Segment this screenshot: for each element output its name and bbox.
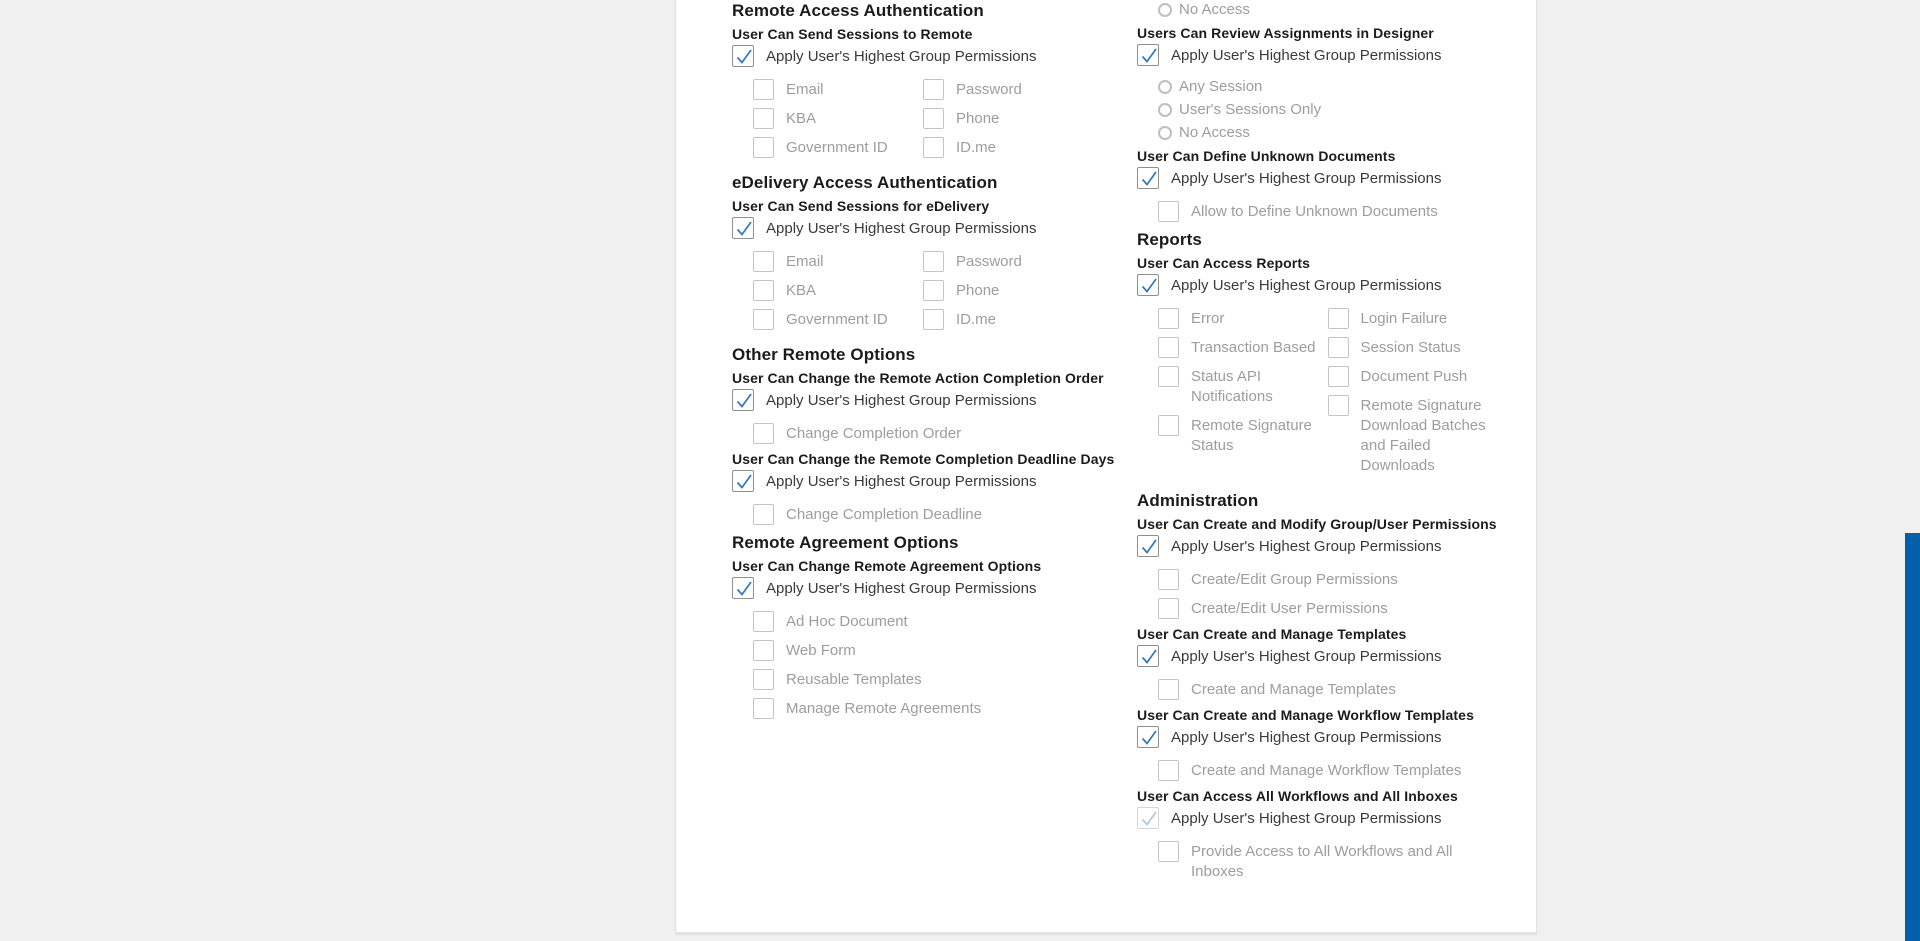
checkbox-option-row (1328, 337, 1527, 358)
section-remote-agreement-options (732, 533, 1132, 719)
group-user-can-change-remote-agreement-options (732, 559, 1132, 719)
checkbox-session-status[interactable] (1328, 337, 1349, 358)
apply-highest-group-permissions-checkbox[interactable] (732, 470, 754, 492)
checkbox-label: Apply User's Highest Group Permissions (1171, 537, 1442, 555)
apply-row (1137, 535, 1527, 557)
radio-option-row (1158, 78, 1527, 96)
section-administration (1137, 491, 1527, 882)
checkbox-remote-signature-download-batches-and-failed-downloads[interactable] (1328, 395, 1349, 416)
checkbox-option-row (923, 309, 1123, 330)
checkbox-kba[interactable] (753, 280, 774, 301)
checkbox-option-row (753, 309, 923, 330)
checkmark-icon (733, 390, 755, 412)
checkbox-label: Allow to Define Unknown Documents (1191, 203, 1438, 220)
checkbox-label: Apply User's Highest Group Permissions (1171, 647, 1442, 665)
checkbox-phone[interactable] (923, 280, 944, 301)
checkbox-create-edit-user-permissions[interactable] (1158, 598, 1179, 619)
checkbox-option-row (1158, 679, 1527, 700)
group-user-can-access-reports (1137, 256, 1527, 484)
options-subcolumn (753, 79, 923, 166)
apply-highest-group-permissions-checkbox[interactable] (1137, 726, 1159, 748)
group-title: User Can Create and Modify Group/User Permissions (1137, 516, 1497, 532)
checkbox-option-row (1328, 395, 1527, 476)
checkbox-id-me[interactable] (923, 137, 944, 158)
checkmark-icon (1138, 168, 1160, 190)
options-group (1158, 1, 1527, 19)
checkbox-government-id[interactable] (753, 137, 774, 158)
radio-label: No Access (1179, 1, 1250, 18)
group-title: User Can Change Remote Agreement Options (732, 558, 1042, 574)
apply-highest-group-permissions-checkbox[interactable] (732, 389, 754, 411)
checkbox-option-row (753, 280, 923, 301)
checkbox-label: Transaction Based (1191, 339, 1316, 356)
apply-row (732, 577, 1132, 599)
group-user-can-create-and-manage-workflow-templates (1137, 708, 1527, 781)
radio-no-access[interactable] (1158, 3, 1172, 17)
checkbox-label: Government ID (786, 139, 888, 156)
section-title: Remote Access Authentication (732, 1, 984, 20)
checkbox-manage-remote-agreements[interactable] (753, 698, 774, 719)
apply-highest-group-permissions-checkbox[interactable] (732, 217, 754, 239)
group-untitled (1137, 1, 1527, 19)
checkmark-icon (733, 46, 755, 68)
checkmark-icon (1138, 646, 1160, 668)
checkbox-label: Session Status (1360, 339, 1461, 356)
apply-highest-group-permissions-checkbox[interactable] (1137, 807, 1159, 829)
checkbox-option-row (1158, 760, 1527, 781)
checkbox-password[interactable] (923, 79, 944, 100)
checkbox-option-row (1158, 841, 1527, 882)
checkbox-label: KBA (786, 110, 817, 127)
section-title: Other Remote Options (732, 345, 916, 364)
checkbox-option-row (753, 698, 1132, 719)
checkbox-option-row (1158, 598, 1527, 619)
checkbox-change-completion-order[interactable] (753, 423, 774, 444)
checkbox-label: Login Failure (1360, 310, 1448, 327)
radio-option-row (1158, 1, 1527, 19)
checkbox-option-row (923, 280, 1123, 301)
group-user-can-create-and-manage-templates (1137, 627, 1527, 700)
options-group (753, 611, 1132, 719)
group-title: User Can Create and Manage Templates (1137, 626, 1407, 642)
checkbox-label: Document Push (1360, 368, 1468, 385)
options-group (753, 504, 1132, 525)
checkbox-remote-signature-status[interactable] (1158, 415, 1179, 436)
checkbox-label: Remote Signature Download Batches and Failed Downloads (1360, 397, 1486, 474)
apply-highest-group-permissions-checkbox[interactable] (1137, 535, 1159, 557)
section-untitled (1137, 1, 1527, 222)
checkbox-password[interactable] (923, 251, 944, 272)
checkbox-label: Web Form (786, 642, 856, 659)
checkbox-label: Create and Manage Workflow Templates (1191, 762, 1462, 779)
checkmark-icon (1138, 45, 1160, 67)
options-group (1158, 78, 1527, 142)
checkmark-icon (733, 471, 755, 493)
group-user-can-create-and-modify-group-user-permissions (1137, 517, 1527, 619)
section-remote-access-authentication (732, 1, 1132, 166)
group-user-can-change-the-remote-completion-deadline-days (732, 452, 1132, 525)
apply-highest-group-permissions-checkbox[interactable] (1137, 645, 1159, 667)
section-title: Reports (1137, 230, 1202, 249)
checkbox-label: Apply User's Highest Group Permissions (1171, 809, 1442, 827)
checkbox-option-row (1328, 366, 1527, 387)
options-subcolumn (923, 251, 1123, 338)
apply-highest-group-permissions-checkbox[interactable] (732, 577, 754, 599)
checkbox-option-row (1158, 415, 1328, 456)
checkbox-label: ID.me (956, 311, 997, 328)
checkmark-icon (733, 578, 755, 600)
checkbox-option-row (1158, 366, 1328, 407)
scrollbar-thumb[interactable] (1905, 533, 1920, 941)
apply-highest-group-permissions-checkbox[interactable] (1137, 167, 1159, 189)
checkbox-kba[interactable] (753, 108, 774, 129)
checkmark-icon (1138, 536, 1160, 558)
checkbox-option-row (1158, 308, 1328, 329)
checkbox-create-edit-group-permissions[interactable] (1158, 569, 1179, 590)
checkbox-option-row (753, 108, 923, 129)
checkbox-label: Password (956, 81, 1022, 98)
options-group (1158, 760, 1527, 781)
checkbox-label: Apply User's Highest Group Permissions (766, 391, 1037, 409)
radio-option-row (1158, 101, 1527, 119)
radio-user-s-sessions-only[interactable] (1158, 103, 1172, 117)
radio-label: Any Session (1179, 78, 1263, 95)
apply-row (1137, 44, 1527, 66)
apply-row (1137, 274, 1527, 296)
checkbox-label: KBA (786, 282, 817, 299)
checkbox-option-row (753, 423, 1132, 444)
checkbox-option-row (753, 669, 1132, 690)
group-title: User Can Access All Workflows and All Inboxes (1137, 788, 1458, 804)
group-title: User Can Access Reports (1137, 255, 1310, 271)
group-title: User Can Change the Remote Action Completion Order (732, 370, 1104, 386)
checkbox-phone[interactable] (923, 108, 944, 129)
group-title: User Can Define Unknown Documents (1137, 148, 1396, 164)
group-user-can-send-sessions-for-edelivery (732, 199, 1132, 338)
options-group (753, 423, 1132, 444)
options-group (753, 251, 1132, 338)
checkbox-government-id[interactable] (753, 309, 774, 330)
checkbox-label: Apply User's Highest Group Permissions (766, 579, 1037, 597)
group-title: User Can Send Sessions to Remote (732, 26, 973, 42)
radio-option-row (1158, 124, 1527, 142)
checkmark-icon (733, 218, 755, 240)
apply-row (732, 389, 1132, 411)
apply-row (1137, 807, 1527, 829)
checkbox-option-row (753, 251, 923, 272)
options-group (753, 79, 1132, 166)
checkbox-label: Password (956, 253, 1022, 270)
checkbox-option-row (753, 137, 923, 158)
checkbox-label: Government ID (786, 311, 888, 328)
checkbox-option-row (753, 79, 923, 100)
checkbox-label: Apply User's Highest Group Permissions (1171, 728, 1442, 746)
checkbox-label: Apply User's Highest Group Permissions (1171, 46, 1442, 64)
checkbox-label: Manage Remote Agreements (786, 700, 982, 717)
section-title: eDelivery Access Authentication (732, 173, 998, 192)
group-users-can-review-assignments-in-designer (1137, 26, 1527, 142)
checkbox-ad-hoc-document[interactable] (753, 611, 774, 632)
group-title: Users Can Review Assignments in Designer (1137, 25, 1434, 41)
apply-row (1137, 167, 1527, 189)
group-title: User Can Change the Remote Completion Deadline Days (732, 451, 1115, 467)
checkbox-email[interactable] (753, 251, 774, 272)
checkbox-option-row (753, 504, 1132, 525)
checkbox-allow-to-define-unknown-documents[interactable] (1158, 201, 1179, 222)
options-subcolumn (1158, 308, 1328, 484)
group-user-can-change-the-remote-action-completion-order (732, 371, 1132, 444)
checkbox-label: Apply User's Highest Group Permissions (766, 472, 1037, 490)
checkbox-label: Create/Edit User Permissions (1191, 600, 1388, 617)
checkbox-option-row (1328, 308, 1527, 329)
apply-highest-group-permissions-checkbox[interactable] (732, 45, 754, 67)
checkbox-create-and-manage-templates[interactable] (1158, 679, 1179, 700)
apply-highest-group-permissions-checkbox[interactable] (1137, 274, 1159, 296)
section-edelivery-access-authentication (732, 173, 1132, 338)
checkbox-change-completion-deadline[interactable] (753, 504, 774, 525)
checkmark-icon (1138, 275, 1160, 297)
checkbox-option-row (753, 640, 1132, 661)
checkbox-reusable-templates[interactable] (753, 669, 774, 690)
checkbox-label: Email (786, 81, 824, 98)
radio-label: No Access (1179, 124, 1250, 141)
group-title: User Can Send Sessions for eDelivery (732, 198, 990, 214)
checkbox-status-api-notifications[interactable] (1158, 366, 1179, 387)
section-other-remote-options (732, 345, 1132, 525)
options-group (1158, 841, 1527, 882)
checkbox-option-row (1158, 201, 1527, 222)
group-user-can-define-unknown-documents (1137, 149, 1527, 222)
checkbox-label: Remote Signature Status (1191, 417, 1312, 454)
checkbox-option-row (923, 137, 1123, 158)
permissions-panel (675, 0, 1537, 933)
checkbox-label: Error (1191, 310, 1225, 327)
checkbox-label: Phone (956, 282, 1000, 299)
checkbox-label: Apply User's Highest Group Permissions (766, 219, 1037, 237)
checkbox-error[interactable] (1158, 308, 1179, 329)
permissions-column-right (1137, 1, 1527, 890)
checkbox-label: Phone (956, 110, 1000, 127)
checkmark-icon (1138, 727, 1160, 749)
checkbox-provide-access-to-all-workflows-and-all-inboxes[interactable] (1158, 841, 1179, 862)
checkbox-option-row (923, 108, 1123, 129)
options-group (1158, 201, 1527, 222)
options-group (1158, 569, 1527, 619)
checkbox-web-form[interactable] (753, 640, 774, 661)
checkbox-label: Create and Manage Templates (1191, 681, 1396, 698)
section-title: Administration (1137, 491, 1259, 510)
checkbox-label: Create/Edit Group Permissions (1191, 571, 1398, 588)
checkbox-option-row (753, 611, 1132, 632)
checkbox-label: Apply User's Highest Group Permissions (1171, 169, 1442, 187)
checkbox-label: Apply User's Highest Group Permissions (766, 47, 1037, 65)
checkbox-option-row (1158, 337, 1328, 358)
group-title: User Can Create and Manage Workflow Templates (1137, 707, 1474, 723)
radio-no-access[interactable] (1158, 126, 1172, 140)
apply-row (732, 45, 1132, 67)
checkbox-label: Ad Hoc Document (786, 613, 908, 630)
apply-row (1137, 726, 1527, 748)
options-subcolumn (1328, 308, 1527, 484)
apply-row (732, 217, 1132, 239)
checkbox-label: Status API Notifications (1191, 368, 1273, 405)
group-user-can-access-all-workflows-and-all-inboxes (1137, 789, 1527, 882)
checkbox-transaction-based[interactable] (1158, 337, 1179, 358)
section-title: Remote Agreement Options (732, 533, 959, 552)
checkbox-label: Change Completion Deadline (786, 506, 982, 523)
options-subcolumn (923, 79, 1123, 166)
checkbox-login-failure[interactable] (1328, 308, 1349, 329)
checkbox-option-row (923, 251, 1123, 272)
apply-row (1137, 645, 1527, 667)
group-user-can-send-sessions-to-remote (732, 27, 1132, 166)
checkbox-label: Email (786, 253, 824, 270)
checkbox-option-row (1158, 569, 1527, 590)
apply-highest-group-permissions-checkbox[interactable] (1137, 44, 1159, 66)
checkbox-document-push[interactable] (1328, 366, 1349, 387)
checkbox-create-and-manage-workflow-templates[interactable] (1158, 760, 1179, 781)
options-group (1158, 308, 1527, 484)
checkbox-label: Reusable Templates (786, 671, 922, 688)
checkmark-icon (1138, 808, 1160, 830)
section-reports (1137, 230, 1527, 484)
checkbox-id-me[interactable] (923, 309, 944, 330)
checkbox-email[interactable] (753, 79, 774, 100)
radio-any-session[interactable] (1158, 80, 1172, 94)
permissions-column-left (732, 1, 1132, 727)
radio-label: User's Sessions Only (1179, 101, 1322, 118)
apply-row (732, 470, 1132, 492)
checkbox-label: ID.me (956, 139, 997, 156)
checkbox-label: Provide Access to All Workflows and All Inboxes (1191, 843, 1453, 880)
checkbox-label: Apply User's Highest Group Permissions (1171, 276, 1442, 294)
options-subcolumn (753, 251, 923, 338)
checkbox-label: Change Completion Order (786, 425, 962, 442)
options-group (1158, 679, 1527, 700)
checkbox-option-row (923, 79, 1123, 100)
